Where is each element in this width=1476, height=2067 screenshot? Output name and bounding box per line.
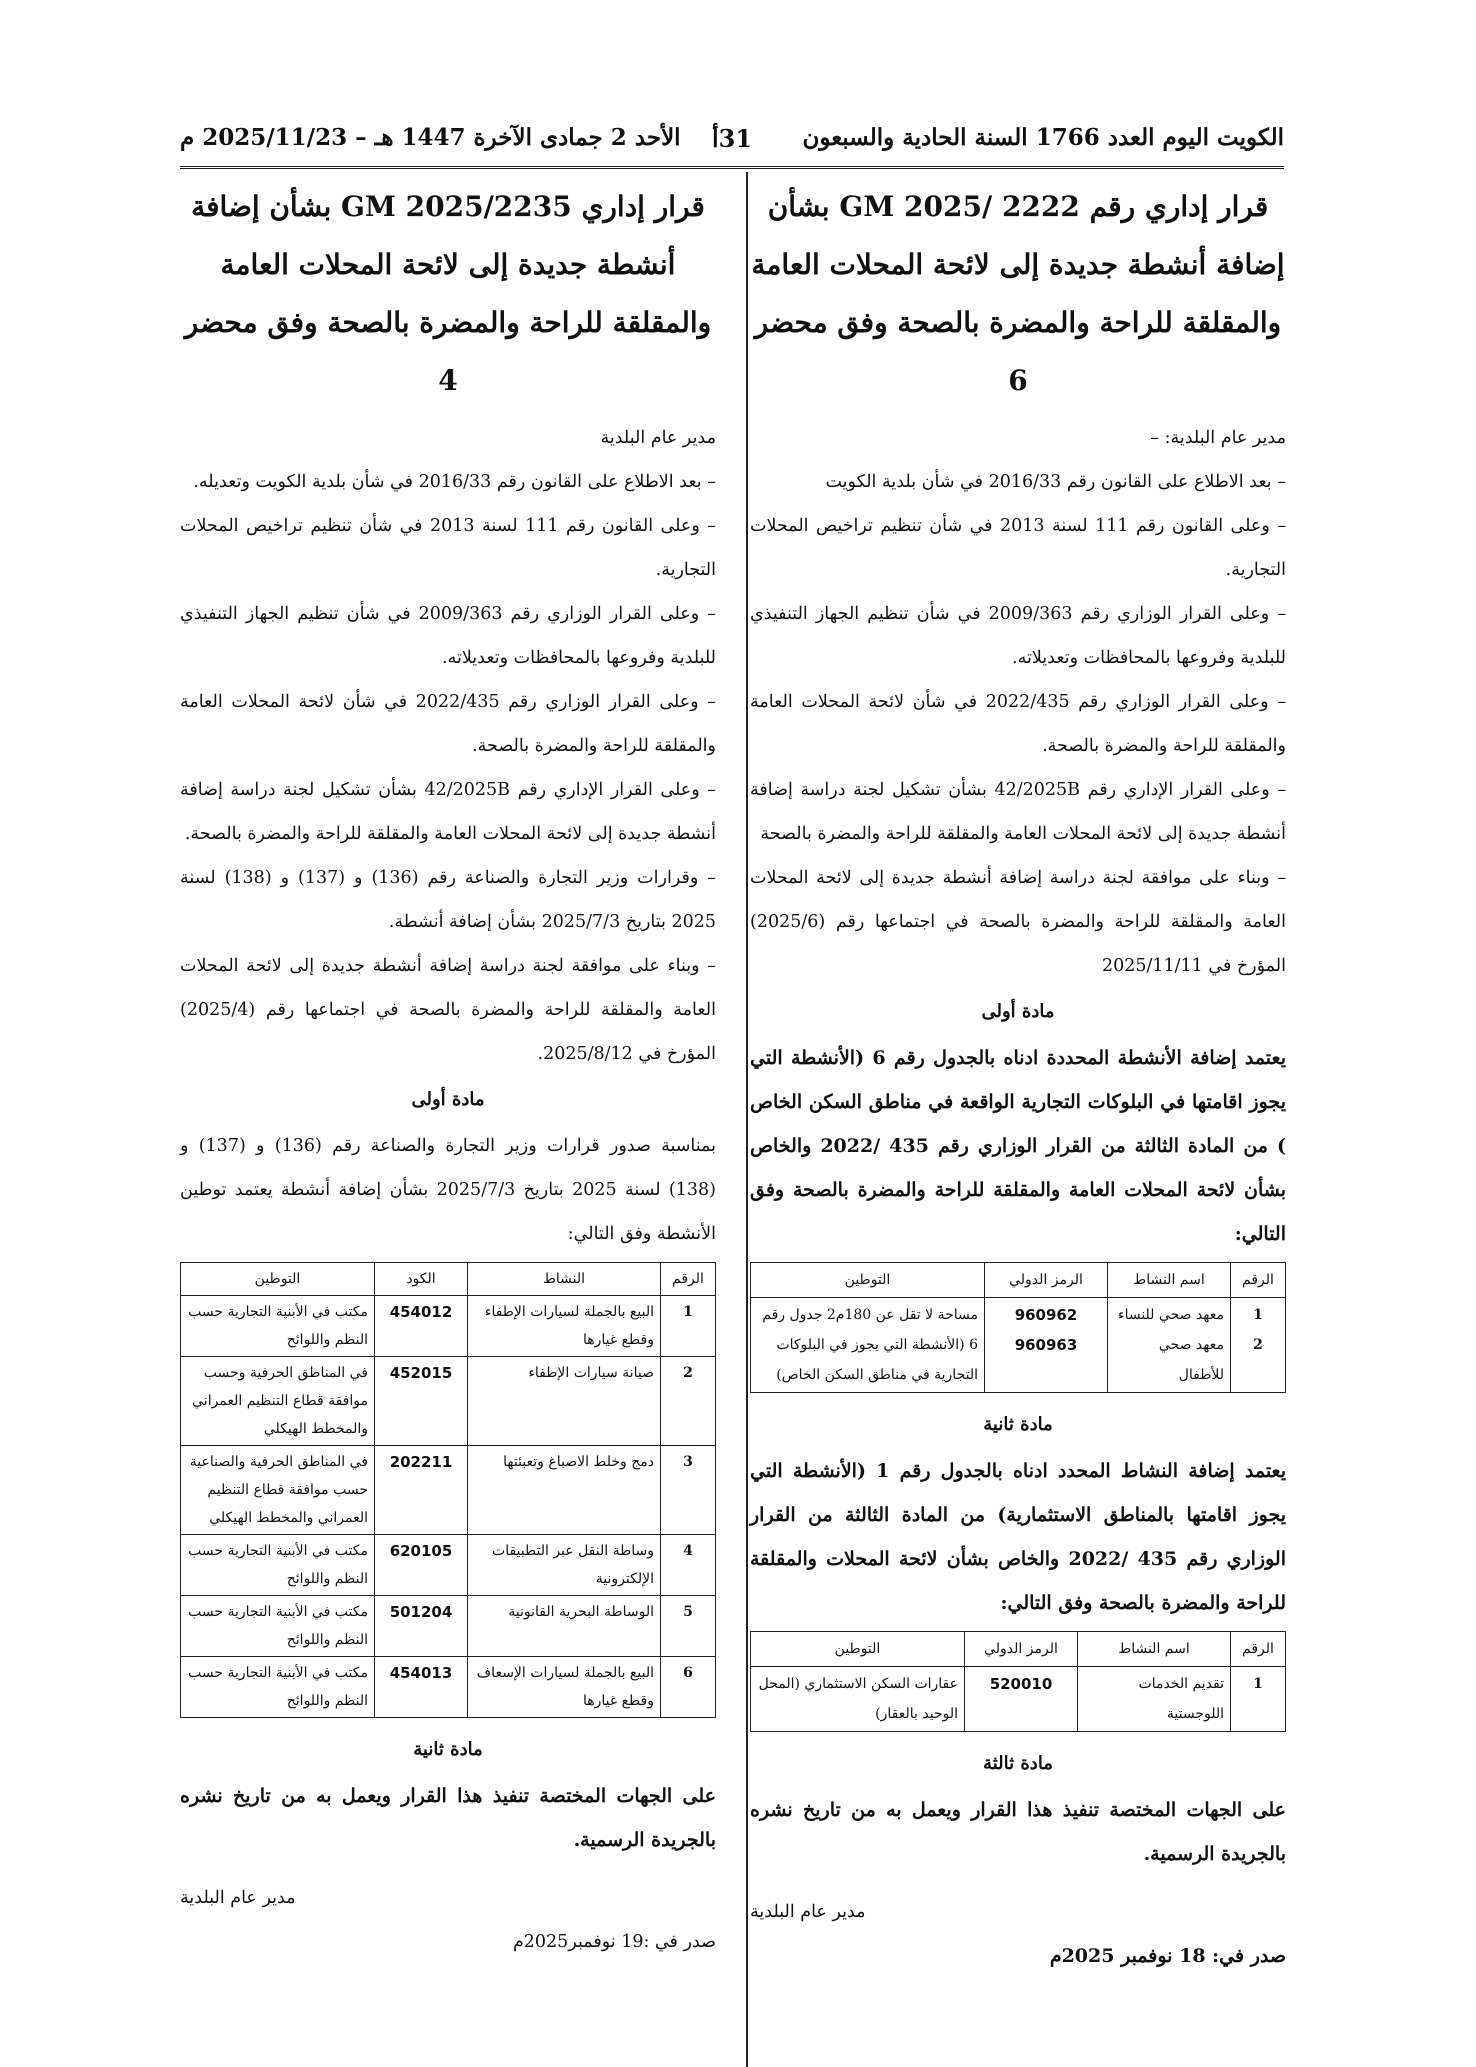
decision-2235 bbox=[180, 178, 716, 1964]
table-header: الرمز الدولي bbox=[965, 1632, 1078, 1667]
article-text: على الجهات المختصة تنفيذ هذا القرار ويعمل به من تاريخ نشره بالجريدة الرسمية. bbox=[750, 1799, 1286, 1865]
article-heading: مادة أولى bbox=[411, 1089, 485, 1110]
preamble-item: – وعلى القرار الوزاري رقم 2009/363 في شأن تنظيم الجهاز التنفيذي للبلدية وفروعها بالمحافظات وتعديلاته. bbox=[180, 604, 716, 668]
preamble-item: – وعلى القرار الوزاري رقم 2022/435 في شأن لائحة المحلات العامة والمقلقة للراحة والمضرة بالصحة. bbox=[750, 692, 1287, 756]
article-heading: مادة ثانية bbox=[983, 1414, 1053, 1435]
cell-location: مكتب في الأبنية التجارية حسب النظم واللوائح bbox=[181, 1535, 375, 1596]
article-text: يعتمد إضافة الأنشطة المحددة ادناه بالجدول رقم 6 (الأنشطة التي يجوز اقامتها في البلوكات التجارية الواقعة في مناطق السكن الخاص ) من المادة الثالثة من القرار الوزاري رقم 435 /2022 والخاص بشأن لائحة المحلات العامة والمقلقة للراحة والمضرة بالصحة وفق التالي: bbox=[750, 1047, 1287, 1245]
table-header: الرقم bbox=[661, 1263, 716, 1296]
table-header: الرقم bbox=[1231, 1632, 1286, 1667]
cell-num: 1 bbox=[1231, 1667, 1286, 1732]
cell-num: 3 bbox=[661, 1446, 716, 1535]
cell-location: في المناطق الحرفية وحسب موافقة قطاع التنظيم العمراني والمخطط الهيكلي bbox=[181, 1357, 375, 1446]
header-issue: الكويت اليوم العدد 1766 السنة الحادية والسبعون bbox=[802, 124, 1284, 151]
cell-location: مكتب في الأبنية التجارية حسب النظم واللوائح bbox=[181, 1596, 375, 1657]
table-header: الرقم bbox=[1231, 1263, 1286, 1298]
preamble-item: – وعلى القرار الإداري رقم 42/2025B بشأن تشكيل لجنة دراسة إضافة أنشطة جديدة إلى لائحة المحلات العامة والمقلقة للراحة والمضرة بالصحة bbox=[750, 780, 1286, 844]
table-header: التوطين bbox=[751, 1263, 985, 1298]
header-date: الأحد 2 جمادى الآخرة 1447 هـ – 2025/11/23 م bbox=[180, 124, 681, 151]
cell-activity: صيانة سيارات الإطفاء bbox=[468, 1357, 661, 1446]
table-header: الكود bbox=[375, 1263, 468, 1296]
preamble-item: – وعلى القانون رقم 111 لسنة 2013 في شأن تنظيم تراخيص المحلات التجارية. bbox=[180, 516, 717, 580]
table-row bbox=[181, 1357, 716, 1446]
cell-code: 960962 bbox=[1014, 1306, 1078, 1324]
table-header: الرمز الدولي bbox=[985, 1263, 1108, 1298]
article-text: على الجهات المختصة تنفيذ هذا القرار ويعمل به من تاريخ نشره بالجريدة الرسمية. bbox=[180, 1785, 716, 1851]
cell-code: 620105 bbox=[375, 1535, 468, 1596]
table-header: النشاط bbox=[468, 1263, 661, 1296]
cell-activity: تقديم الخدمات اللوجستية bbox=[1078, 1667, 1231, 1732]
table-header: التوطين bbox=[181, 1263, 375, 1296]
cell-num: 6 bbox=[661, 1657, 716, 1718]
issue-date: صدر في :19 نوفمبر2025م bbox=[512, 1932, 716, 1952]
signature: مدير عام البلدية bbox=[750, 1902, 866, 1922]
cell-code: 454013 bbox=[375, 1657, 468, 1718]
preamble-item: – بعد الاطلاع على القانون رقم 2016/33 في شأن بلدية الكويت bbox=[825, 472, 1286, 492]
cell-activity: معهد صحي للنساء bbox=[1117, 1307, 1224, 1323]
cell-location: مكتب في الأبنية التجارية حسب النظم واللوائح bbox=[181, 1657, 375, 1718]
preamble-item: – وعلى القرار الوزاري رقم 2022/435 في شأن لائحة المحلات العامة والمقلقة للراحة والمضرة بالصحة. bbox=[180, 692, 717, 756]
cell-location: مساحة لا تقل عن 180م2 جدول رقم 6 (الأنشطة التي يجوز في البلوكات التجارية في مناطق السكن الخاص) bbox=[751, 1298, 985, 1393]
preamble-item: – وبناء على موافقة لجنة دراسة إضافة أنشطة جديدة إلى لائحة المحلات العامة والمقلقة للراحة والمضرة بالصحة في اجتماعها رقم (2025/6) المؤرخ في 2025/11/11 bbox=[750, 868, 1286, 976]
cell-num: 5 bbox=[661, 1596, 716, 1657]
activities-table bbox=[750, 1631, 1286, 1732]
issuer: مدير عام البلدية: – bbox=[1150, 428, 1286, 448]
preamble-item: – وعلى القرار الإداري رقم 42/2025B بشأن تشكيل لجنة دراسة إضافة أنشطة جديدة إلى لائحة المحلات العامة والمقلقة للراحة والمضرة بالصحة. bbox=[180, 780, 716, 844]
cell-activity: البيع بالجملة لسيارات الإسعاف وقطع غيارها bbox=[468, 1657, 661, 1718]
cell-activity: دمج وخلط الاصباغ وتعبئتها bbox=[468, 1446, 661, 1535]
cell-location: في المناطق الحرفية والصناعية حسب موافقة قطاع التنظيم العمراني والمخطط الهيكلي bbox=[181, 1446, 375, 1535]
cell-code: 452015 bbox=[375, 1357, 468, 1446]
cell-location: مكتب في الأبنية التجارية حسب النظم واللوائح bbox=[181, 1296, 375, 1357]
cell-num: 1 bbox=[661, 1296, 716, 1357]
page-number: 31أ bbox=[711, 124, 753, 153]
cell-activity: معهد صحي للأطفال bbox=[1158, 1337, 1224, 1383]
table-header: اسم النشاط bbox=[1078, 1632, 1231, 1667]
cell-num: 1 bbox=[1253, 1307, 1263, 1323]
article-heading: مادة ثانية bbox=[413, 1739, 483, 1760]
column-divider bbox=[746, 172, 748, 2067]
table-row bbox=[181, 1657, 716, 1718]
preamble-item: – بعد الاطلاع على القانون رقم 2016/33 في شأن بلدية الكويت وتعديله. bbox=[193, 472, 716, 492]
decision-2222 bbox=[750, 178, 1286, 1978]
cell-num: 4 bbox=[661, 1535, 716, 1596]
signature: مدير عام البلدية bbox=[180, 1888, 296, 1908]
activities-table bbox=[180, 1262, 716, 1718]
cell-activity: وساطة النقل عبر التطبيقات الإلكترونية bbox=[468, 1535, 661, 1596]
preamble-item: – وعلى القرار الوزاري رقم 2009/363 في شأن تنظيم الجهاز التنفيذي للبلدية وفروعها بالمحافظات وتعديلاته. bbox=[750, 604, 1286, 668]
article-heading: مادة ثالثة bbox=[983, 1753, 1053, 1774]
table-header: التوطين bbox=[751, 1632, 965, 1667]
cell-num: 2 bbox=[661, 1357, 716, 1446]
article-heading: مادة أولى bbox=[981, 1001, 1055, 1022]
page-header bbox=[180, 118, 1284, 169]
cell-num: 2 bbox=[1253, 1337, 1263, 1353]
table-row bbox=[751, 1667, 1286, 1732]
cell-code: 454012 bbox=[375, 1296, 468, 1357]
preamble-item: – وبناء على موافقة لجنة دراسة إضافة أنشطة جديدة إلى لائحة المحلات العامة والمقلقة للراحة والمضرة بالصحة في اجتماعها رقم (2025/4) المؤرخ في 2025/8/12. bbox=[180, 956, 716, 1064]
cell-activity: البيع بالجملة لسيارات الإطفاء وقطع غيارها bbox=[468, 1296, 661, 1357]
cell-code: 520010 bbox=[965, 1667, 1078, 1732]
cell-code: 202211 bbox=[375, 1446, 468, 1535]
preamble-item: – وقرارات وزير التجارة والصناعة رقم (136) و (137) و (138) لسنة 2025 بتاريخ 2025/7/3 بشأن إضافة أنشطة. bbox=[180, 868, 717, 932]
cell-activity: الوساطة البحرية القانونية bbox=[468, 1596, 661, 1657]
table-row bbox=[181, 1296, 716, 1357]
article-text: يعتمد إضافة النشاط المحدد ادناه بالجدول رقم 1 (الأنشطة التي يجوز اقامتها بالمناطق الاستثمارية) من المادة الثالثة من القرار الوزاري رقم 435 /2022 والخاص بشأن لائحة المحلات والمقلقة للراحة والمضرة بالصحة وفق التالي: bbox=[750, 1460, 1287, 1614]
issue-date: صدر في: 18 نوفمبر 2025م bbox=[1049, 1945, 1286, 1967]
table-row bbox=[181, 1596, 716, 1657]
cell-code: 501204 bbox=[375, 1596, 468, 1657]
decision-title: قرار إداري رقم 2222 /2025 GM بشأن إضافة أنشطة جديدة إلى لائحة المحلات العامة والمقلقة للراحة والمضرة بالصحة وفق محضر 6 bbox=[751, 190, 1285, 397]
table-row bbox=[181, 1535, 716, 1596]
decision-title: قرار إداري 2025/2235 GM بشأن إضافة أنشطة جديدة إلى لائحة المحلات العامة والمقلقة للراحة والمضرة بالصحة وفق محضر 4 bbox=[184, 190, 712, 397]
cell-code: 960963 bbox=[1014, 1336, 1078, 1354]
article-text: بمناسبة صدور قرارات وزير التجارة والصناعة رقم (136) و (137) و (138) لسنة 2025 بتاريخ 2025/7/3 بشأن إضافة أنشطة يعتمد توطين الأنشطة وفق التالي: bbox=[180, 1136, 717, 1244]
preamble-item: – وعلى القانون رقم 111 لسنة 2013 في شأن تنظيم تراخيص المحلات التجارية. bbox=[750, 516, 1287, 580]
cell-location: عقارات السكن الاستثماري (المحل الوحيد بالعقار) bbox=[751, 1667, 965, 1732]
issuer: مدير عام البلدية bbox=[600, 428, 716, 448]
table-row bbox=[751, 1298, 1286, 1393]
table-row bbox=[181, 1446, 716, 1535]
activities-table bbox=[750, 1262, 1286, 1393]
table-header: اسم النشاط bbox=[1108, 1263, 1231, 1298]
